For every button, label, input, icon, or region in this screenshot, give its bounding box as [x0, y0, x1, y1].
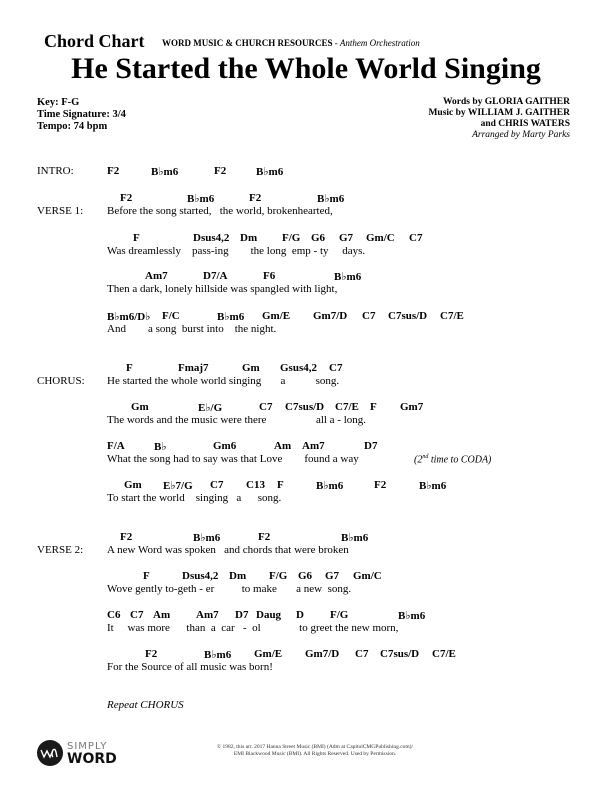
chord: F2 — [120, 192, 133, 204]
chord: C6 — [107, 609, 121, 621]
chord: B♭m6 — [256, 166, 284, 178]
chord: B♭m6 — [316, 480, 344, 492]
key-label: Key: F-G — [37, 97, 80, 108]
chord: E♭7/G — [163, 480, 193, 492]
chord: Gm/C — [366, 232, 395, 244]
music-credit-2: and CHRIS WATERS — [480, 119, 570, 129]
chord: C7 — [409, 232, 423, 244]
chord: C7 — [210, 479, 224, 491]
lyric-line: To start the world singing a song. — [107, 492, 282, 504]
chord: B♭m6 — [341, 532, 369, 544]
section-intro: INTRO: — [37, 165, 74, 177]
publisher-suffix: - Anthem Orchestration — [332, 38, 420, 48]
chord: G6 — [311, 232, 326, 244]
chord: G6 — [298, 570, 313, 582]
lyric-line: Then a dark, lonely hillside was spangled with light, — [107, 283, 338, 295]
chord: Gm — [124, 479, 142, 491]
copyright-notice: © 1982, this arr. 2017 Hanna Street Music (BMI) (Adm at CapitolCMGPublishing.com)/ EMI Blackwood Music (BMI). All Rights Reserved. Used by Permission. — [216, 744, 414, 757]
chord: B♭ — [154, 441, 167, 453]
chord: C7 — [362, 310, 376, 322]
chord: C7sus/D — [380, 648, 420, 660]
chord: F — [133, 232, 140, 244]
lyric-line: A new Word was spoken and chords that were broken — [107, 544, 349, 556]
section-chorus: CHORUS: — [37, 375, 85, 387]
chord: Gm7 — [400, 401, 424, 413]
chord: Gm — [242, 362, 260, 374]
chart-label: Chord Chart — [44, 31, 145, 51]
lyric-line: What the song had to say was that Love found a way — [107, 453, 359, 465]
chord: B♭m6 — [204, 649, 232, 661]
chord: C7sus/D — [388, 310, 428, 322]
chord: Gm/E — [254, 648, 283, 660]
repeat-chorus-note: Repeat CHORUS — [107, 699, 184, 711]
chord: B♭m6 — [187, 193, 215, 205]
coda-note-suffix: time to CODA) — [428, 454, 492, 466]
chord: E♭/G — [198, 402, 223, 414]
coda-note-sup: nd — [422, 454, 429, 460]
chord: Dm — [229, 570, 247, 582]
chord: Dsus4,2 — [182, 570, 219, 582]
chord: F — [126, 362, 133, 374]
chord: F — [277, 479, 284, 491]
chord: Gm7/D — [313, 310, 348, 322]
chord: Dm — [240, 232, 258, 244]
tempo-label: Tempo: 74 bpm — [37, 121, 108, 132]
chord: Daug — [256, 609, 282, 621]
chord: B♭m6 — [317, 193, 345, 205]
chord: F2 — [214, 165, 227, 177]
section-verse-2: VERSE 2: — [37, 544, 84, 556]
credits — [428, 97, 570, 141]
wm-logo-icon — [37, 740, 63, 766]
chord: D — [296, 609, 304, 621]
lyric-line: Wove gently to-geth - er to make a new song. — [107, 583, 352, 595]
chord: Gsus4,2 — [280, 362, 317, 374]
logo-word-text: WORD — [67, 751, 117, 767]
chord: D7/A — [203, 270, 228, 282]
chord: Gm — [131, 401, 149, 413]
chord: Dsus4,2 — [193, 232, 230, 244]
words-credit: Words by GLORIA GAITHER — [443, 97, 570, 107]
chord: Am7 — [302, 440, 325, 452]
publisher-name: WORD MUSIC & CHURCH RESOURCES — [162, 38, 333, 48]
coda-note — [414, 454, 491, 465]
chord: F/A — [107, 440, 125, 452]
chord: F/G — [269, 570, 288, 582]
chord: G7 — [325, 570, 340, 582]
chord: F2 — [258, 531, 271, 543]
chord: Gm7/D — [305, 648, 340, 660]
chord: B♭m6 — [334, 271, 362, 283]
chord: Am — [274, 440, 292, 452]
chord: C7/E — [432, 648, 456, 660]
chord: F2 — [107, 165, 120, 177]
chord: C7/E — [440, 310, 464, 322]
chord: D7 — [364, 440, 378, 452]
section-verse-1: VERSE 1: — [37, 205, 84, 217]
chord: F2 — [120, 531, 133, 543]
chord: Am — [153, 609, 171, 621]
music-credit: Music by WILLIAM J. GAITHER — [428, 108, 570, 118]
song-meta — [37, 97, 126, 133]
chord: F/G — [282, 232, 301, 244]
chord: Gm/C — [353, 570, 382, 582]
chord: F — [143, 570, 150, 582]
lyric-line: And a song burst into the night. — [107, 323, 277, 335]
chord: Am7 — [196, 609, 219, 621]
chord: C7 — [130, 609, 144, 621]
chord: B♭m6 — [151, 166, 179, 178]
chord: Am7 — [145, 270, 168, 282]
chord: Gm/E — [262, 310, 291, 322]
simply-word-logo — [37, 740, 117, 766]
chord: F — [370, 401, 377, 413]
song-title: He Started the Whole World Singing — [71, 52, 541, 85]
chord: Fmaj7 — [178, 362, 209, 374]
time-signature-label: Time Signature: 3/4 — [37, 109, 126, 120]
coda-note-prefix: (2 — [414, 454, 423, 466]
chord: C7 — [329, 362, 343, 374]
chord: B♭m6 — [193, 532, 221, 544]
chord: C7 — [355, 648, 369, 660]
chord: B♭m6 — [217, 311, 245, 323]
lyric-line: He started the whole world singing a song. — [107, 375, 340, 387]
chord: F2 — [374, 479, 387, 491]
lyric-line: Before the song started, the world, brokenhearted, — [107, 205, 333, 217]
lyric-line: It was more than a car - ol to greet the new morn, — [107, 622, 399, 634]
chord: F/C — [162, 310, 180, 322]
lyric-line: The words and the music were there all a - long. — [107, 414, 367, 426]
logo-simply-text: SIMPLY — [67, 741, 108, 752]
chord: D7 — [235, 609, 249, 621]
chord: B♭m6 — [398, 610, 426, 622]
chord: F6 — [263, 270, 276, 282]
chord: G7 — [339, 232, 354, 244]
chord: C13 — [246, 479, 265, 491]
chord: F2 — [145, 648, 158, 660]
chord: B♭m6/D♭ — [107, 311, 151, 323]
chord: F2 — [249, 192, 262, 204]
lyric-line: Was dreamlessly pass-ing the long emp - ty days. — [107, 245, 366, 257]
chord: C7 — [259, 401, 273, 413]
chord: C7sus/D — [285, 401, 325, 413]
arranger-credit: Arranged by Marty Parks — [472, 130, 570, 140]
lyric-line: For the Source of all music was born! — [107, 661, 273, 673]
chord: Gm6 — [213, 440, 237, 452]
chord: F/G — [330, 609, 349, 621]
chord: C7/E — [335, 401, 359, 413]
chord: B♭m6 — [419, 480, 447, 492]
publisher — [162, 38, 420, 48]
